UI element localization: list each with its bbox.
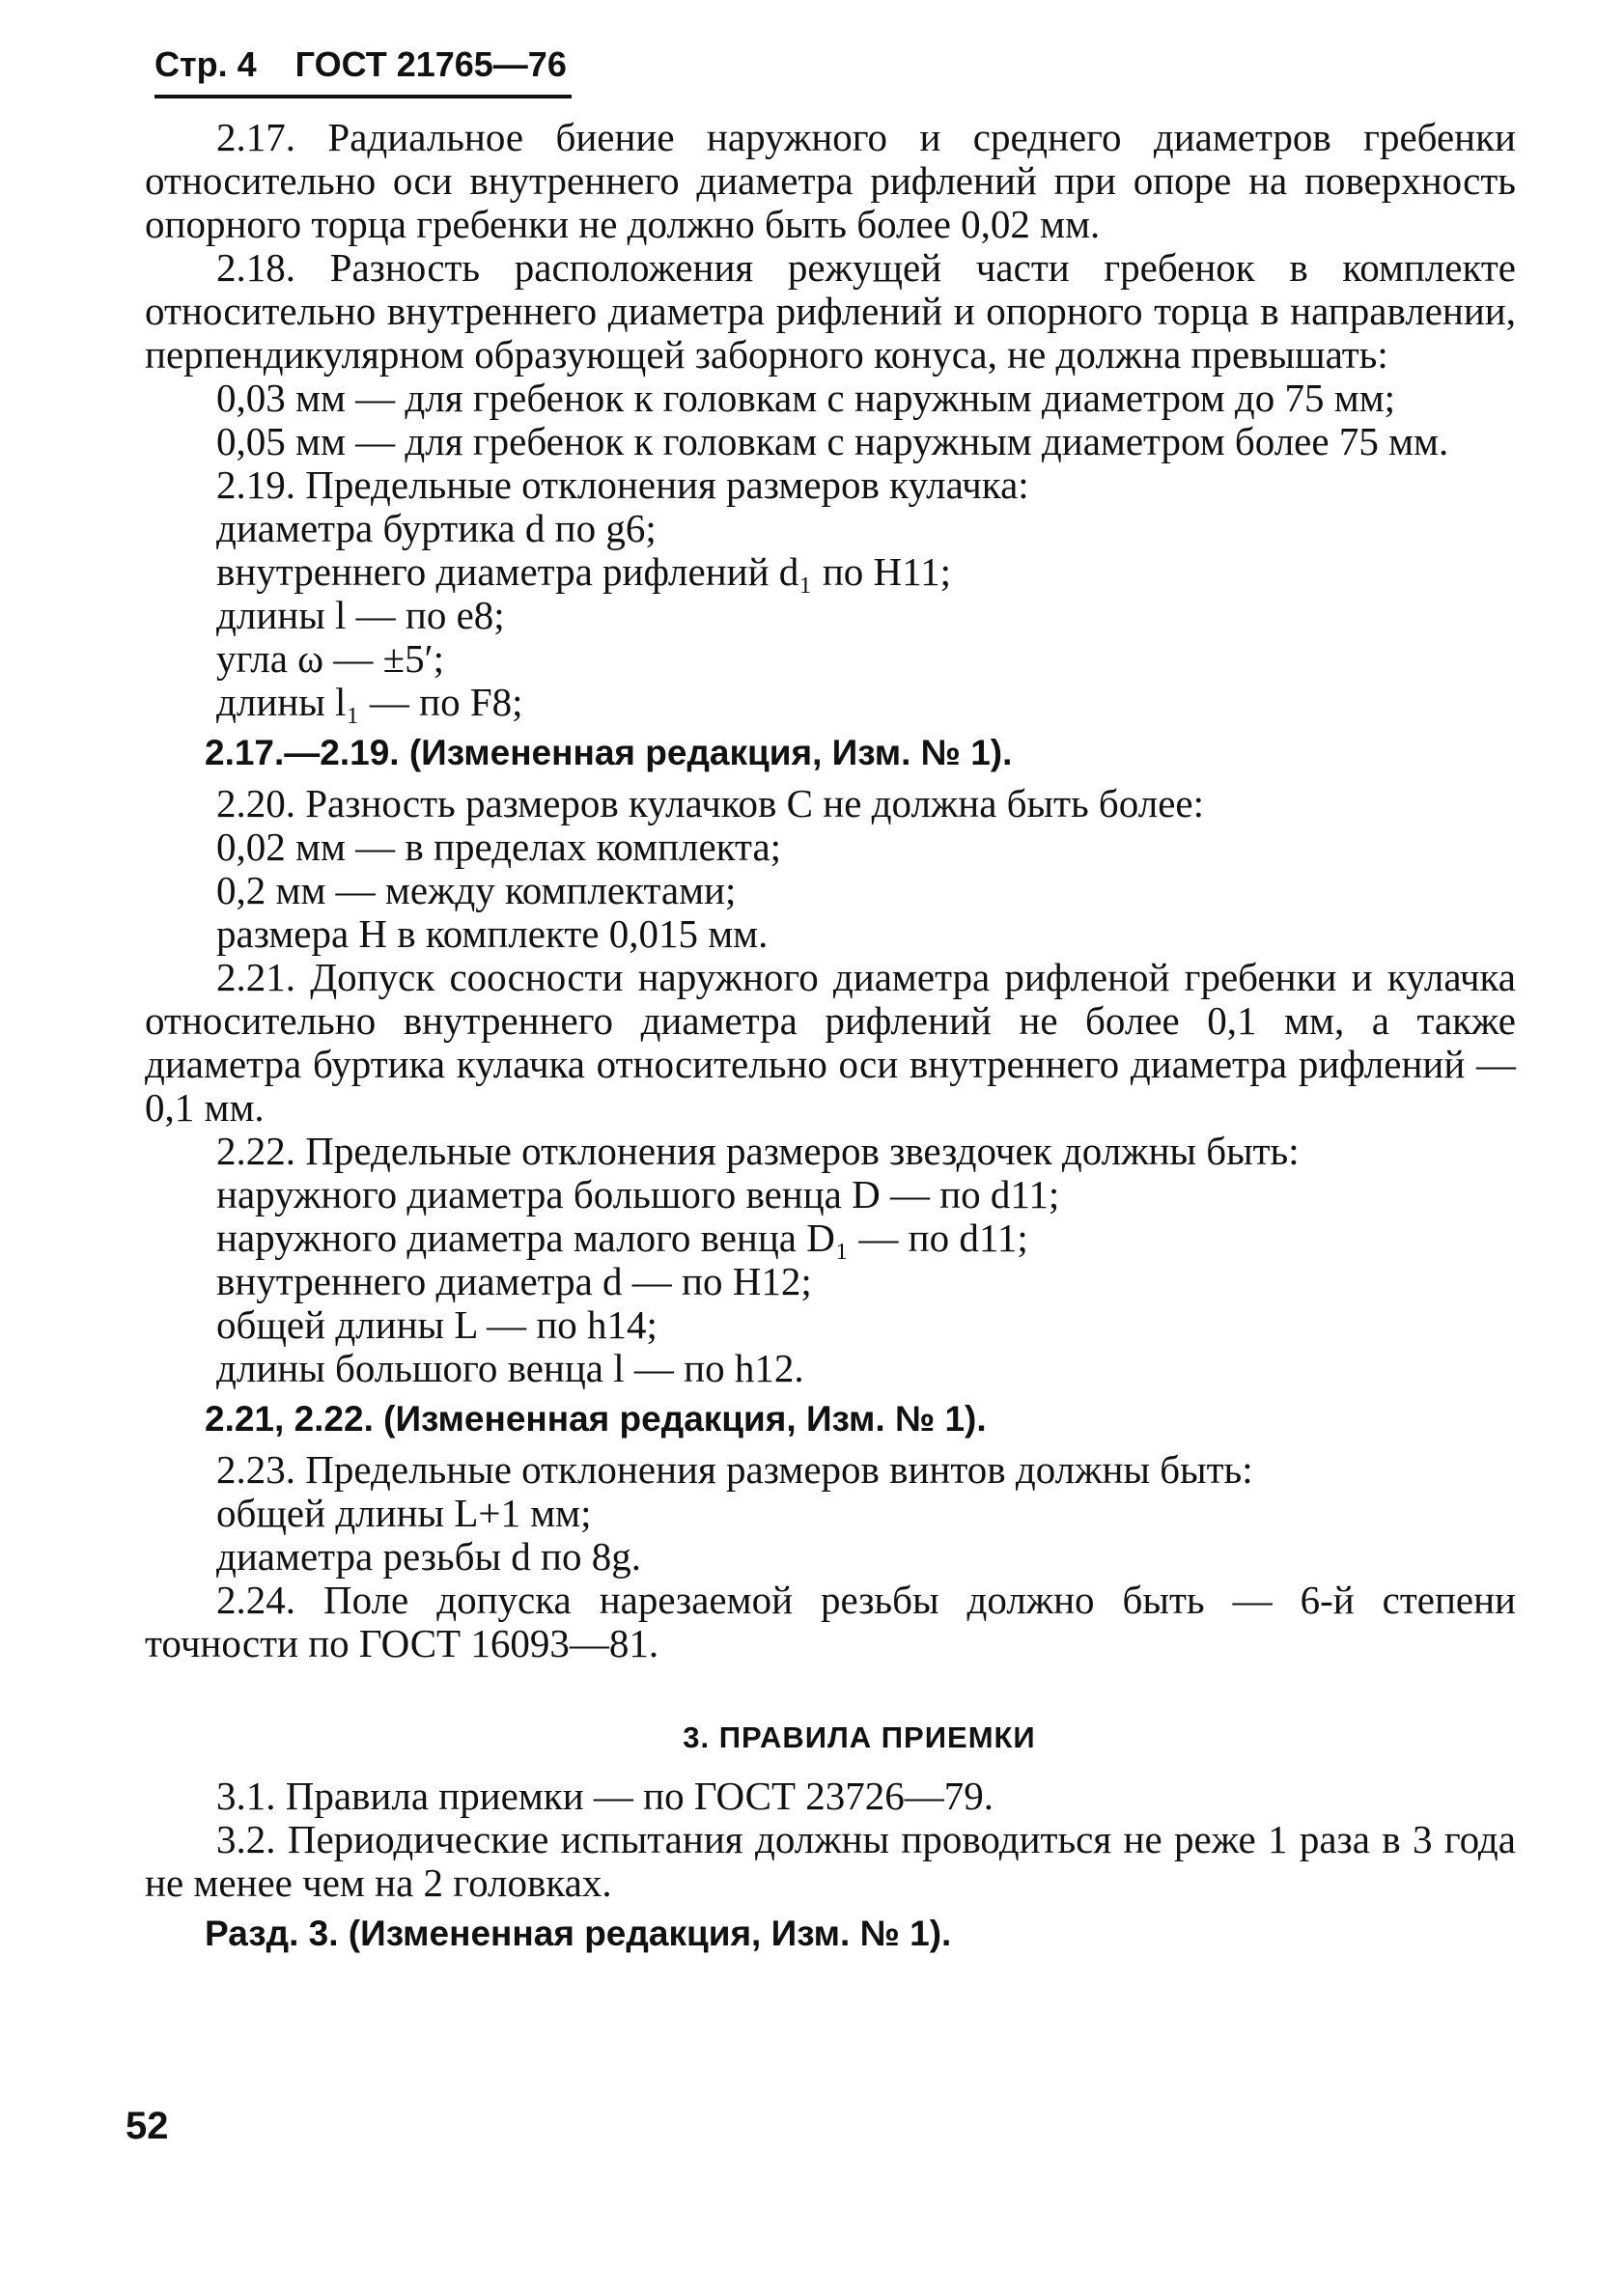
clause-2-22: 2.22. Предельные отклонения размеров звездочек должны быть: [216,1129,1300,1173]
clause-2-22-item: внутреннего диаметра d — по H12; [216,1259,812,1303]
clause-2-22-item: наружного диаметра малого венца D₁ — по d11; [216,1216,1028,1260]
clause-2-20: 2.20. Разность размеров кулачков C не должна быть более: [216,781,1204,825]
clause-2-19-item: длины l — по e8; [216,593,505,637]
clause-2-23-item: диаметра резьбы d по 8g. [216,1534,641,1579]
amendment-note: Разд. 3. (Измененная редакция, Изм. № 1). [205,1914,952,1953]
page-number: 52 [126,2105,169,2147]
clause-2-19-item: угла ω — ±5′; [216,636,444,681]
clause-2-18-item: 0,03 мм — для гребенок к головкам с наружным диаметром до 75 мм; [216,376,1396,420]
clause-2-18: 2.18. Разность расположения режущей части гребенок в комплекте относительно внутреннего диаметра рифлений и опорного торца в направлении, перпендикулярном образующей заборного конуса, не должна превышать: [145,245,1516,377]
page-header [154,39,572,98]
clause-2-24: 2.24. Поле допуска нарезаемой резьбы должно быть — 6-й степени точности по ГОСТ 16093—81. [145,1578,1516,1665]
page-label: Стр. 4 [154,44,257,84]
clause-2-23-item: общей длины L+1 мм; [216,1491,592,1535]
clause-2-19-item: диаметра буртика d по g6; [216,506,657,550]
document-body [145,116,1516,1963]
amendment-note: 2.21, 2.22. (Измененная редакция, Изм. № 1). [205,1399,987,1439]
clause-2-19-item: внутреннего диаметра рифлений d₁ по H11; [216,549,951,594]
amendment-note: 2.17.—2.19. (Измененная редакция, Изм. № 1). [205,733,1013,772]
clause-2-22-item: наружного диаметра большого венца D — по d11; [216,1172,1060,1216]
section-title: 3. ПРАВИЛА ПРИЕМКИ [683,1720,1036,1754]
clause-2-22-item: длины большого венца l — по h12. [216,1346,804,1390]
clause-2-21: 2.21. Допуск соосности наружного диаметра рифленой гребенки и кулачка относительно внутреннего диаметра рифлений не более 0,1 мм, а также диаметра буртика кулачка относительно оси внутреннего диаметра рифлений — 0,1 мм. [145,955,1516,1130]
clause-2-19: 2.19. Предельные отклонения размеров кулачка: [216,462,1029,507]
clause-2-20-item: 0,2 мм — между комплектами; [216,868,737,912]
clause-2-20-item: 0,02 мм — в пределах комплекта; [216,825,782,869]
clause-2-23: 2.23. Предельные отклонения размеров винтов должны быть: [216,1447,1253,1492]
clause-2-19-item: длины l₁ — по F8; [216,680,523,724]
document-code: ГОСТ 21765—76 [294,44,567,84]
clause-3-2: 3.2. Периодические испытания должны проводиться не реже 1 раза в 3 года не менее чем на 2 головках. [145,1817,1516,1905]
clause-2-17: 2.17. Радиальное биение наружного и среднего диаметров гребенки относительно оси внутреннего диаметра рифлений при опоре на поверхность опорного торца гребенки не должно быть более 0,02 мм. [145,115,1516,246]
clause-2-18-item: 0,05 мм — для гребенок к головкам с наружным диаметром более 75 мм. [216,419,1449,463]
clause-2-22-item: общей длины L — по h14; [216,1302,658,1347]
clause-3-1: 3.1. Правила приемки — по ГОСТ 23726—79. [216,1774,994,1818]
clause-2-20-item: размера H в комплекте 0,015 мм. [216,911,769,956]
